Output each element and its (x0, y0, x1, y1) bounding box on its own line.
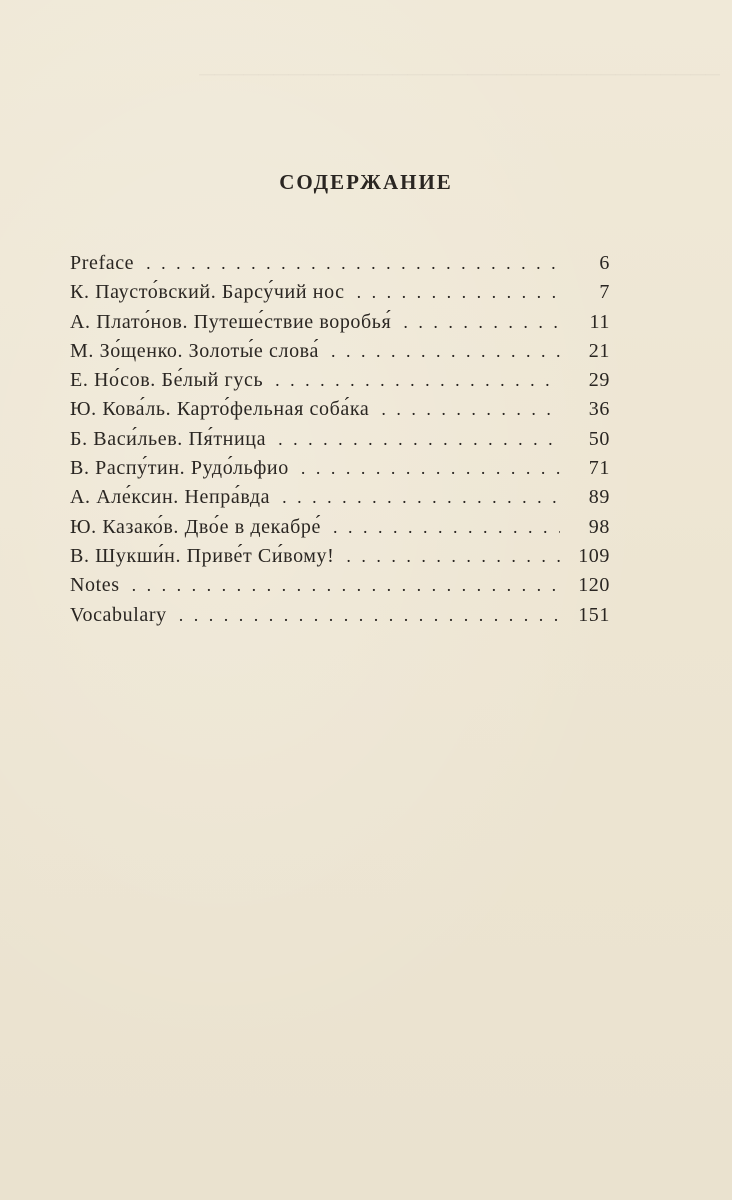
toc-entry[interactable] (70, 545, 610, 574)
toc-entry-title: Ю. Кова́ль. Карто́фельная соба́ка (70, 398, 370, 421)
toc-entry-title: В. Шукши́н. Приве́т Си́вому! (70, 544, 335, 567)
dot-leader (301, 458, 560, 479)
dot-leader (331, 341, 560, 362)
toc-entry-page: 98 (588, 515, 610, 538)
toc-entry-title: Ю. Казако́в. Дво́е в декабре́ (70, 515, 321, 538)
toc-entry[interactable] (70, 574, 610, 603)
dot-leader (403, 312, 560, 333)
toc-entry-title: Б. Васи́льев. Пя́тница (70, 427, 267, 450)
dot-leader (333, 517, 560, 538)
toc-entry-page: 120 (578, 574, 610, 597)
dot-leader (357, 282, 560, 303)
toc-entry-page: 36 (588, 398, 610, 421)
toc-entry-page: 151 (578, 603, 610, 626)
toc-entry-title: А. Але́ксин. Непра́вда (70, 486, 271, 509)
toc-entry-title: Preface (70, 252, 135, 274)
dot-leader (282, 487, 560, 508)
toc-entry-page: 21 (588, 339, 610, 362)
toc-entry[interactable] (70, 486, 610, 515)
toc-entry[interactable] (70, 252, 610, 281)
toc-entry[interactable] (70, 604, 610, 633)
contents-heading: СОДЕРЖАНИЕ (279, 170, 453, 194)
dot-leader (146, 253, 560, 274)
toc-entry[interactable] (70, 457, 610, 486)
toc-entry-title: В. Распу́тин. Рудо́льфио (70, 457, 289, 480)
toc-entry[interactable] (70, 428, 610, 457)
bleed-through-texture: ─────────────────────────────────── (199, 62, 720, 86)
toc-entry-title: А. Плато́нов. Путеше́ствие воробья́ (70, 310, 392, 333)
toc-entry-page: 7 (599, 281, 610, 304)
dot-leader (278, 429, 560, 450)
toc-entry[interactable] (70, 398, 610, 427)
table-of-contents (70, 252, 610, 633)
toc-entry-page: 89 (588, 486, 610, 509)
toc-entry-page: 6 (599, 252, 610, 274)
toc-entry[interactable] (70, 311, 610, 340)
toc-entry-title: Vocabulary (70, 603, 167, 626)
toc-entry[interactable] (70, 369, 610, 398)
toc-entry-page: 11 (589, 310, 610, 333)
toc-entry-title: М. Зо́щенко. Золоты́е слова́ (70, 339, 319, 362)
toc-entry-page: 29 (588, 369, 610, 392)
dot-leader (179, 605, 560, 626)
dot-leader (132, 575, 560, 596)
dot-leader (346, 546, 560, 567)
toc-entry-title: Е. Но́сов. Бе́лый гусь (70, 369, 264, 392)
dot-leader (275, 370, 560, 391)
toc-entry[interactable] (70, 340, 610, 369)
toc-entry-page: 109 (578, 544, 610, 567)
toc-entry[interactable] (70, 516, 610, 545)
dot-leader (381, 399, 560, 420)
toc-entry-page: 71 (588, 457, 610, 480)
toc-entry-title: К. Паусто́вский. Барсу́чий нос (70, 281, 345, 304)
toc-entry-title: Notes (70, 574, 120, 597)
toc-entry[interactable] (70, 281, 610, 310)
toc-entry-page: 50 (588, 427, 610, 450)
